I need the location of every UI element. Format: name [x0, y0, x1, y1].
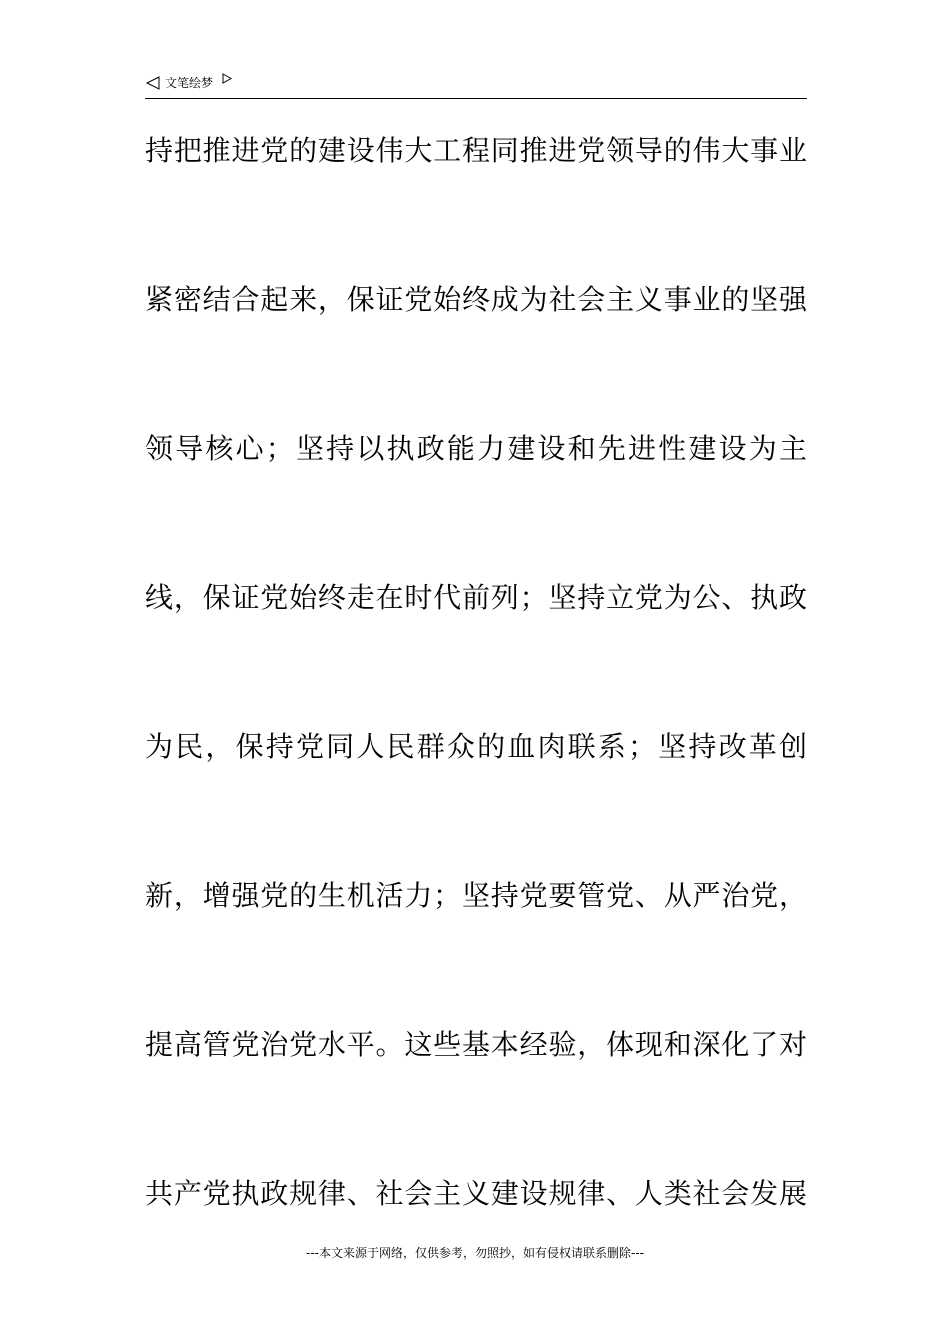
triangle-left-icon — [145, 75, 161, 91]
header-title: 文笔绘梦 — [165, 76, 214, 90]
body-line: 持把推进党的建设伟大工程同推进党领导的伟大事业 — [145, 134, 807, 167]
body-line: 紧密结合起来，保证党始终成为社会主义事业的坚强 — [145, 283, 807, 316]
body-line: 提高管党治党水平。这些基本经验，体现和深化了对 — [145, 1028, 807, 1061]
body-line: 新，增强党的生机活力；坚持党要管党、从严治党， — [145, 879, 807, 912]
triangle-right-icon — [221, 73, 232, 84]
document-body — [145, 131, 807, 1323]
body-line: 为民，保持党同人民群众的血肉联系；坚持改革创 — [145, 730, 807, 763]
header-brand — [145, 74, 232, 91]
body-line: 共产党执政规律、社会主义建设规律、人类社会发展 — [145, 1177, 807, 1210]
page-footer: ---本文来源于网络，仅供参考，勿照抄，如有侵权请联系删除--- — [306, 1246, 644, 1260]
body-line: 线，保证党始终走在时代前列；坚持立党为公、执政 — [145, 581, 807, 614]
page-header — [145, 72, 807, 99]
body-line: 领导核心；坚持以执政能力建设和先进性建设为主 — [145, 432, 807, 465]
